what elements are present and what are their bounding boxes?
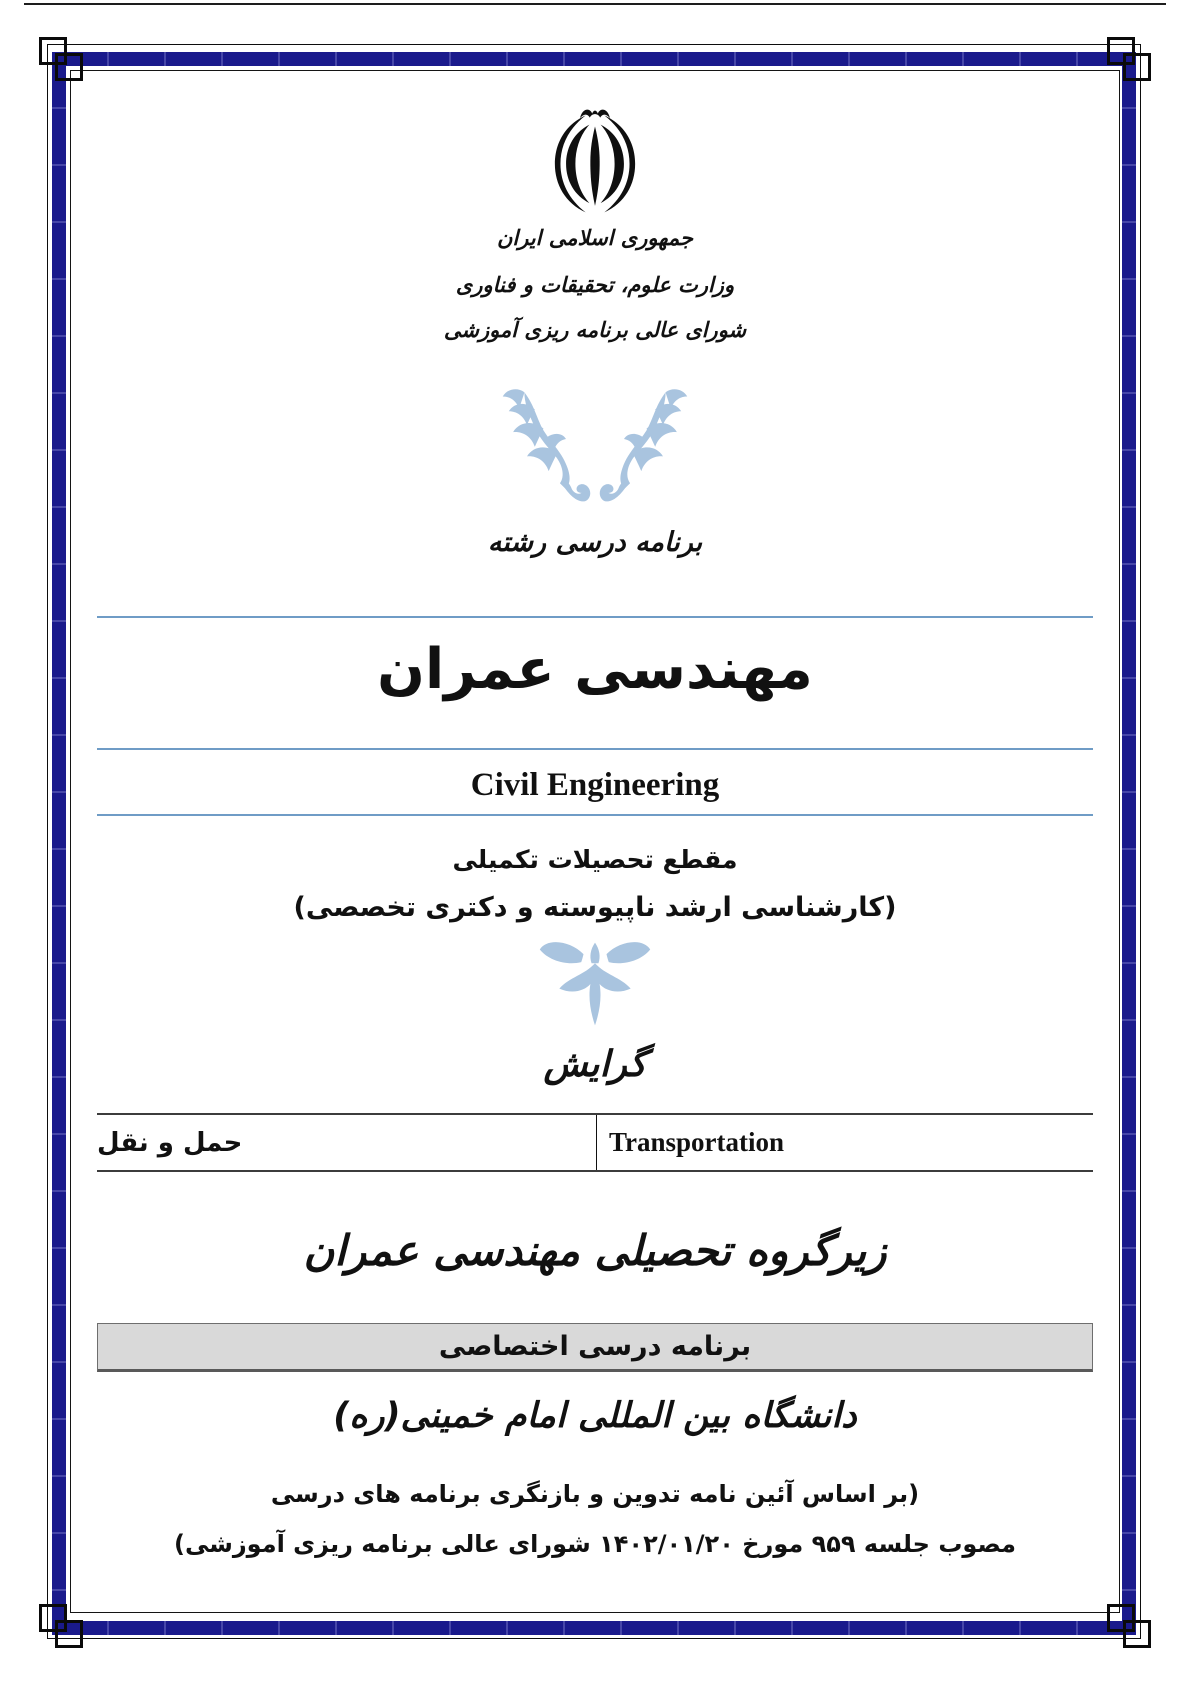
subgroup-title: زیرگروه تحصیلی مهندسی عمران [303,1226,887,1275]
orientation-cell-fa: حمل و نقل [97,1115,597,1170]
orientation-table [97,1113,1093,1172]
iran-emblem-icon [545,106,645,222]
sprout-ornament [536,938,654,1034]
frame-band-top [52,52,1136,66]
top-edge-line [24,3,1166,5]
rule-below-title [97,748,1093,750]
header-council-line: شورای عالی برنامه ریزی آموزشی [443,318,747,342]
program-label: برنامه درسی رشته [487,527,703,558]
corner-knot-bottom-left [39,1604,83,1648]
floral-flourish-ornament [488,386,702,518]
orientation-label: گرایش [543,1044,647,1085]
frame-band-right [1122,52,1136,1635]
footnote-line-2: مصوب جلسه ۹۵۹ مورخ ۱۴۰۲/۰۱/۲۰ شورای عالی برنامه ریزی آموزشی) [174,1530,1016,1558]
corner-knot-top-left [39,37,83,81]
level-line-2: (کارشناسی ارشد ناپیوسته و دکتری تخصصی) [293,892,897,923]
rule-above-title [97,616,1093,618]
corner-knot-top-right [1107,37,1151,81]
level-line-1: مقطع تحصیلات تکمیلی [452,845,738,874]
corner-knot-bottom-right [1107,1604,1151,1648]
frame-inner-outline [70,70,1120,1613]
header-ministry-line: وزارت علوم، تحقیقات و فناوری [455,273,735,297]
page-title-fa: مهندسی عمران [377,637,813,702]
header-country-line: جمهوری اسلامی ایران [496,226,694,250]
frame-band-bottom [52,1621,1136,1635]
page-title-en: Civil Engineering [470,767,720,803]
curriculum-type-banner: برنامه درسی اختصاصی [97,1323,1093,1372]
footnote-line-1: (بر اساس آئین نامه تدوین و بازنگری برنامه های درسی [270,1480,920,1508]
frame-band-left [52,52,66,1635]
orientation-cell-en: Transportation [609,1127,785,1157]
rule-below-english-title [97,814,1093,816]
university-name: دانشگاه بین المللی امام خمینی(ره) [333,1396,857,1436]
